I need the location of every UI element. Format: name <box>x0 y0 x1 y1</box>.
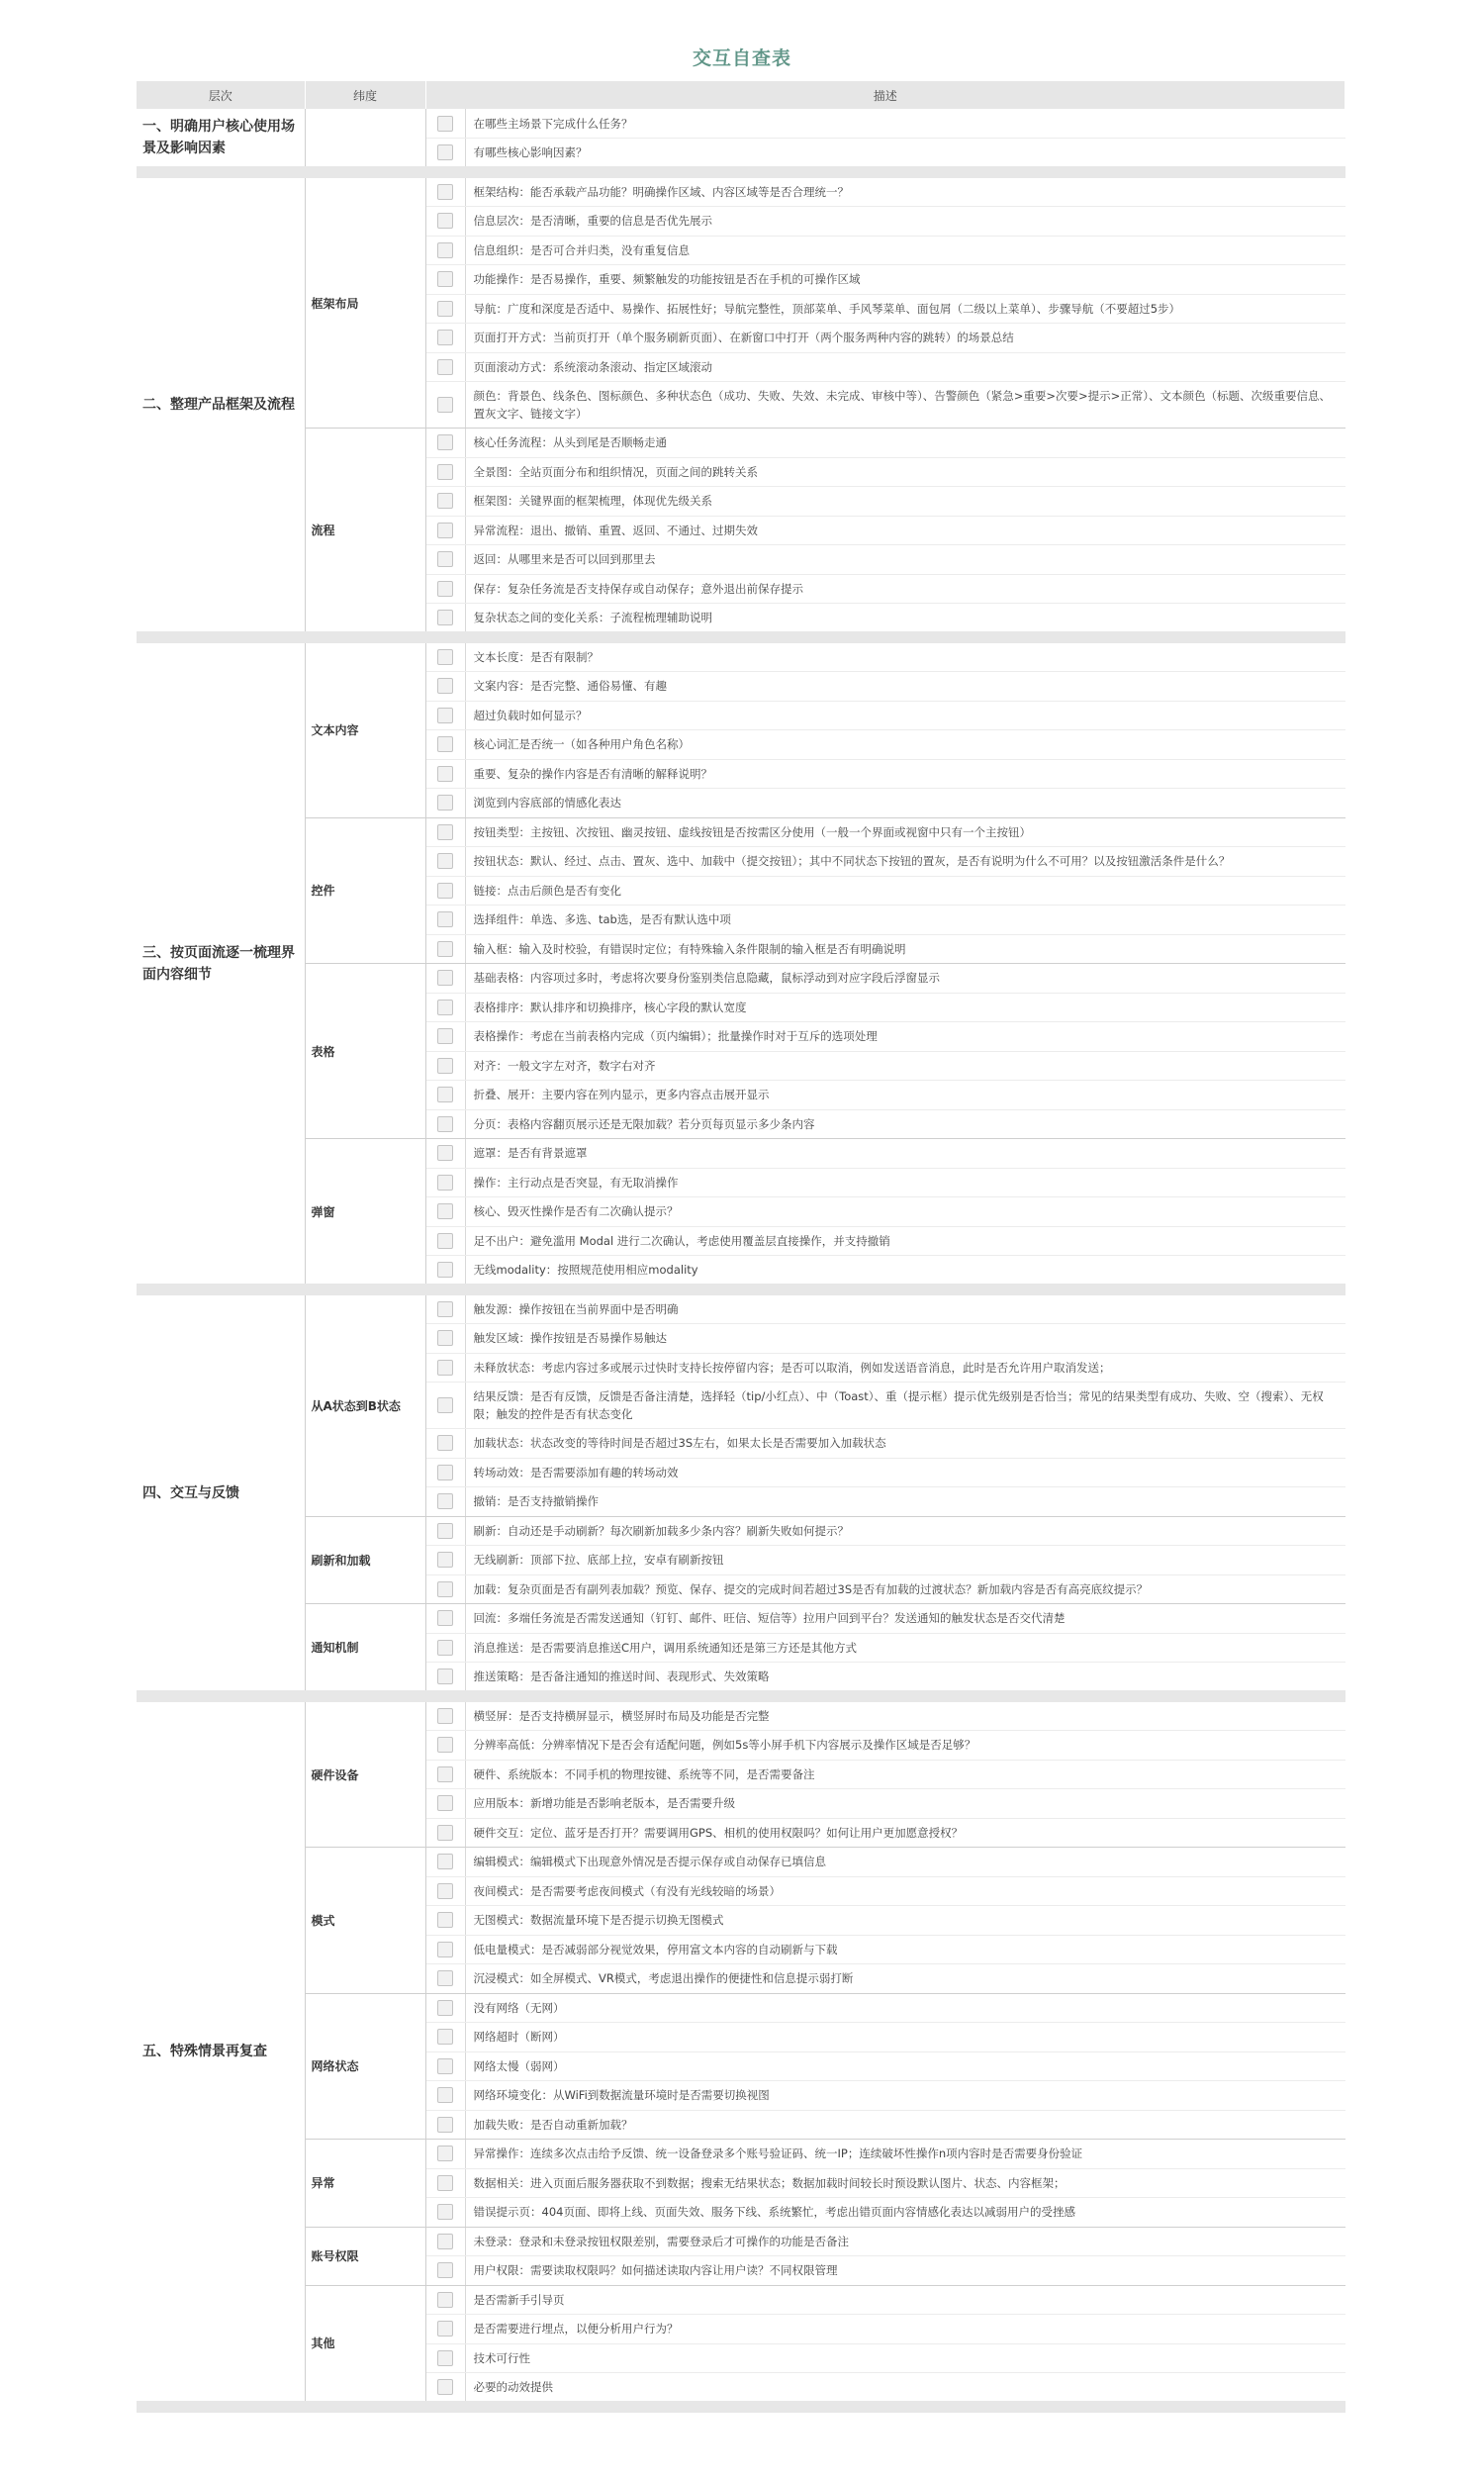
item-checkbox[interactable] <box>437 2292 453 2308</box>
checkbox-cell <box>425 847 465 877</box>
checkbox-cell <box>425 1516 465 1546</box>
item-checkbox[interactable] <box>437 1552 453 1568</box>
checkbox-cell <box>425 2051 465 2081</box>
item-checkbox[interactable] <box>437 736 453 752</box>
checkbox-cell <box>425 1633 465 1663</box>
item-description: 错误提示页：404页面、即将上线、页面失效、服务下线、系统繁忙，考虑出错页面内容情感化表达以减弱用户的受挫感 <box>465 2198 1345 2228</box>
item-checkbox[interactable] <box>437 1262 453 1278</box>
checkbox-cell <box>425 1324 465 1354</box>
checklist-row <box>137 1604 1345 1634</box>
item-description: 加载失败：是否自动重新加载？ <box>465 2110 1345 2140</box>
checkbox-cell <box>425 604 465 638</box>
item-description: 异常流程：退出、撤销、重置、返回、不通过、过期失效 <box>465 516 1345 545</box>
item-checkbox[interactable] <box>437 678 453 694</box>
checkbox-cell <box>425 817 465 847</box>
checkbox-cell <box>425 1022 465 1052</box>
item-checkbox[interactable] <box>437 1330 453 1346</box>
checkbox-cell <box>425 487 465 517</box>
checkbox-cell <box>425 1848 465 1877</box>
checkbox-cell <box>425 2023 465 2052</box>
item-checkbox[interactable] <box>437 1175 453 1191</box>
checkbox-cell <box>425 701 465 730</box>
checklist-row <box>137 2140 1345 2169</box>
checkbox-cell <box>425 1487 465 1517</box>
checkbox-cell <box>425 759 465 789</box>
dimension-label: 表格 <box>305 964 425 1139</box>
item-checkbox[interactable] <box>437 493 453 509</box>
checkbox-cell <box>425 1546 465 1575</box>
item-checkbox[interactable] <box>437 184 453 200</box>
item-checkbox[interactable] <box>437 911 453 927</box>
item-checkbox[interactable] <box>437 1523 453 1539</box>
checklist-row <box>137 172 1345 207</box>
item-checkbox[interactable] <box>437 2262 453 2278</box>
item-description: 颜色：背景色、线条色、图标颜色、多种状态色（成功、失败、失效、未完成、审核中等）、告警颜色（紧急>重要>次要>提示>正常）、文本颜色（标题、次级重要信息、置灰文字、链接文字） <box>465 382 1345 429</box>
item-checkbox[interactable] <box>437 242 453 258</box>
checkbox-cell <box>425 265 465 295</box>
item-description: 网络超时（断网） <box>465 2023 1345 2052</box>
checklist-row <box>137 2227 1345 2256</box>
item-checkbox[interactable] <box>437 853 453 869</box>
checklist-row <box>137 109 1345 139</box>
item-description: 按钮状态：默认、经过、点击、置灰、选中、加载中（提交按钮）；其中不同状态下按钮的置灰，是否有说明为什么不可用？以及按钮激活条件是什么？ <box>465 847 1345 877</box>
item-checkbox[interactable] <box>437 1883 453 1899</box>
item-description: 功能操作：是否易操作，重要、频繁触发的功能按钮是否在手机的可操作区域 <box>465 265 1345 295</box>
checkbox-cell <box>425 789 465 818</box>
item-description: 分页：表格内容翻页展示还是无限加载？若分页每页显示多少条内容 <box>465 1109 1345 1139</box>
checkbox-cell <box>425 2256 465 2286</box>
item-checkbox[interactable] <box>437 301 453 317</box>
item-checkbox[interactable] <box>437 1028 453 1044</box>
header-dimension: 纬度 <box>305 81 425 109</box>
checkbox-cell <box>425 2140 465 2169</box>
checklist-row <box>137 1848 1345 1877</box>
item-checkbox[interactable] <box>437 1610 453 1626</box>
checkbox-cell <box>425 2315 465 2344</box>
item-description: 无线modality：按照规范使用相应modality <box>465 1256 1345 1290</box>
item-checkbox[interactable] <box>437 1825 453 1841</box>
section-layer-label: 一、明确用户核心使用场景及影响因素 <box>137 109 305 172</box>
table-body <box>137 109 1345 2407</box>
item-checkbox[interactable] <box>437 1116 453 1132</box>
checkbox-cell <box>425 1818 465 1848</box>
item-description: 表格排序：默认排序和切换排序，核心字段的默认宽度 <box>465 993 1345 1022</box>
checkbox-cell <box>425 1383 465 1429</box>
item-description: 输入框：输入及时校验，有错误时定位；有特殊输入条件限制的输入框是否有明确说明 <box>465 934 1345 964</box>
item-description: 重要、复杂的操作内容是否有清晰的解释说明？ <box>465 759 1345 789</box>
item-checkbox[interactable] <box>437 1581 453 1597</box>
item-checkbox[interactable] <box>437 2379 453 2395</box>
dimension-label: 硬件设备 <box>305 1696 425 1848</box>
checkbox-cell <box>425 1109 465 1139</box>
item-description: 保存：复杂任务流是否支持保存或自动保存；意外退出前保存提示 <box>465 574 1345 604</box>
checkbox-cell <box>425 236 465 265</box>
dimension-label: 异常 <box>305 2140 425 2228</box>
checkbox-cell <box>425 906 465 935</box>
checklist-row <box>137 429 1345 458</box>
header-layer: 层次 <box>137 81 305 109</box>
page-title: 交互自查表 <box>692 48 791 69</box>
checklist-table <box>137 81 1345 2413</box>
item-description: 对齐：一般文字左对齐，数字右对齐 <box>465 1051 1345 1081</box>
item-checkbox[interactable] <box>437 397 453 413</box>
item-checkbox[interactable] <box>437 359 453 375</box>
item-description: 撤销：是否支持撤销操作 <box>465 1487 1345 1517</box>
item-description: 页面打开方式：当前页打开（单个服务刷新页面）、在新窗口中打开（两个服务两种内容的跳转）的场景总结 <box>465 324 1345 353</box>
checkbox-cell <box>425 2081 465 2111</box>
dimension-label: 从A状态到B状态 <box>305 1289 425 1516</box>
checkbox-cell <box>425 516 465 545</box>
checkbox-cell <box>425 1226 465 1256</box>
checkbox-cell <box>425 993 465 1022</box>
checkbox-cell <box>425 1168 465 1197</box>
checkbox-cell <box>425 1789 465 1819</box>
item-checkbox[interactable] <box>437 434 453 450</box>
item-description: 导航：广度和深度是否适中、易操作、拓展性好；导航完整性，顶部菜单、手风琴菜单、面包屑（二级以上菜单）、步骤导航（不要超过5步） <box>465 294 1345 324</box>
checkbox-cell <box>425 172 465 207</box>
item-description: 无图模式：数据流量环境下是否提示切换无图模式 <box>465 1906 1345 1936</box>
item-checkbox[interactable] <box>437 941 453 957</box>
checkbox-cell <box>425 1696 465 1731</box>
item-checkbox[interactable] <box>437 144 453 160</box>
checkbox-cell <box>425 2373 465 2408</box>
item-checkbox[interactable] <box>437 116 453 132</box>
item-description: 横竖屏：是否支持横屏显示，横竖屏时布局及功能是否完整 <box>465 1696 1345 1731</box>
item-description: 必要的动效提供 <box>465 2373 1345 2408</box>
item-description: 遮罩：是否有背景遮罩 <box>465 1139 1345 1169</box>
item-checkbox[interactable] <box>437 464 453 480</box>
item-description: 结果反馈：是否有反馈，反馈是否备注清楚，选择轻（tip/小红点）、中（Toast）、重（提示框）提示优先级别是否恰当；常见的结果类型有成功、失败、空（搜索）、无权限；触发的控件是否有状态变化 <box>465 1383 1345 1429</box>
table-header-row <box>137 81 1345 109</box>
dimension-label: 刷新和加载 <box>305 1516 425 1604</box>
checkbox-cell <box>425 1353 465 1383</box>
item-description: 网络太慢（弱网） <box>465 2051 1345 2081</box>
dimension-label: 网络状态 <box>305 1993 425 2140</box>
item-checkbox[interactable] <box>437 1669 453 1684</box>
item-description: 触发区域：操作按钮是否易操作易触达 <box>465 1324 1345 1354</box>
header-description: 描述 <box>425 81 1345 109</box>
item-checkbox[interactable] <box>437 271 453 287</box>
item-checkbox[interactable] <box>437 1493 453 1509</box>
item-description: 低电量模式：是否减弱部分视觉效果，停用富文本内容的自动刷新与下载 <box>465 1935 1345 1964</box>
item-checkbox[interactable] <box>437 1397 453 1413</box>
checkbox-cell <box>425 545 465 575</box>
dimension-label: 弹窗 <box>305 1139 425 1290</box>
checkbox-cell <box>425 730 465 760</box>
dimension-label: 通知机制 <box>305 1604 425 1697</box>
checkbox-cell <box>425 1256 465 1290</box>
item-description: 分辨率高低：分辨率情况下是否会有适配问题，例如5s等小屏手机下内容展示及操作区域是否足够？ <box>465 1731 1345 1761</box>
checkbox-cell <box>425 637 465 672</box>
item-checkbox[interactable] <box>437 1435 453 1451</box>
checkbox-cell <box>425 382 465 429</box>
item-checkbox[interactable] <box>437 708 453 723</box>
item-checkbox[interactable] <box>437 1301 453 1317</box>
item-description: 触发源：操作按钮在当前界面中是否明确 <box>465 1289 1345 1324</box>
checklist-row <box>137 1993 1345 2023</box>
item-checkbox[interactable] <box>437 2117 453 2133</box>
checkbox-cell <box>425 964 465 994</box>
checkbox-cell <box>425 2285 465 2315</box>
item-description: 在哪些主场景下完成什么任务？ <box>465 109 1345 139</box>
item-description: 加载状态：状态改变的等待时间是否超过3S左右，如果太长是否需要加入加载状态 <box>465 1429 1345 1459</box>
item-checkbox[interactable] <box>437 883 453 899</box>
item-description: 应用版本：新增功能是否影响老版本，是否需要升级 <box>465 1789 1345 1819</box>
dimension-label: 流程 <box>305 429 425 638</box>
section-layer-label: 二、整理产品框架及流程 <box>137 172 305 637</box>
item-description: 消息推送：是否需要消息推送C用户，调用系统通知还是第三方还是其他方式 <box>465 1633 1345 1663</box>
checklist-row <box>137 637 1345 672</box>
item-description: 是否需要进行埋点，以便分析用户行为？ <box>465 2315 1345 2344</box>
item-description: 网络环境变化：从WiFi到数据流量环境时是否需要切换视图 <box>465 2081 1345 2111</box>
checkbox-cell <box>425 876 465 906</box>
item-checkbox[interactable] <box>437 1640 453 1656</box>
item-checkbox[interactable] <box>437 1708 453 1724</box>
checkbox-cell <box>425 672 465 702</box>
checkbox-cell <box>425 1081 465 1110</box>
item-description: 加载：复杂页面是否有副列表加载？预览、保存、提交的完成时间若超过3S是否有加载的过渡状态？新加载内容是否有高亮底纹提示？ <box>465 1574 1345 1604</box>
checkbox-cell <box>425 207 465 237</box>
checklist-row <box>137 2285 1345 2315</box>
item-checkbox[interactable] <box>437 766 453 782</box>
checkbox-cell <box>425 1429 465 1459</box>
item-checkbox[interactable] <box>437 1233 453 1249</box>
dimension-label: 模式 <box>305 1848 425 1994</box>
checkbox-cell <box>425 352 465 382</box>
checkbox-cell <box>425 324 465 353</box>
item-description: 文案内容：是否完整、通俗易懂、有趣 <box>465 672 1345 702</box>
item-description: 复杂状态之间的变化关系：子流程梳理辅助说明 <box>465 604 1345 638</box>
item-description: 编辑模式：编辑模式下出现意外情况是否提示保存或自动保存已填信息 <box>465 1848 1345 1877</box>
item-description: 全景图：全站页面分布和组织情况，页面之间的跳转关系 <box>465 457 1345 487</box>
checkbox-cell <box>425 429 465 458</box>
checkbox-cell <box>425 1731 465 1761</box>
item-description: 超过负载时如何显示？ <box>465 701 1345 730</box>
item-checkbox[interactable] <box>437 1203 453 1219</box>
item-description: 推送策略：是否备注通知的推送时间、表现形式、失效策略 <box>465 1663 1345 1697</box>
item-checkbox[interactable] <box>437 795 453 811</box>
item-checkbox[interactable] <box>437 523 453 538</box>
checkbox-cell <box>425 457 465 487</box>
item-checkbox[interactable] <box>437 551 453 567</box>
item-description: 框架结构：能否承载产品功能？明确操作区域、内容区域等是否合理统一？ <box>465 172 1345 207</box>
item-checkbox[interactable] <box>437 2175 453 2191</box>
item-description: 有哪些核心影响因素？ <box>465 139 1345 173</box>
item-checkbox[interactable] <box>437 1970 453 1986</box>
checklist-table-wrapper <box>137 81 1345 2413</box>
checkbox-cell <box>425 1574 465 1604</box>
checkbox-cell <box>425 2198 465 2228</box>
dimension-label: 文本内容 <box>305 637 425 817</box>
item-description: 没有网络（无网） <box>465 1993 1345 2023</box>
item-checkbox[interactable] <box>437 213 453 229</box>
item-description: 折叠、展开：主要内容在列内显示，更多内容点击展开显示 <box>465 1081 1345 1110</box>
item-description: 链接：点击后颜色是否有变化 <box>465 876 1345 906</box>
item-description: 核心、毁灭性操作是否有二次确认提示？ <box>465 1197 1345 1227</box>
dimension-label: 框架布局 <box>305 172 425 429</box>
checklist-row <box>137 817 1345 847</box>
item-description: 无线刷新：顶部下拉、底部上拉，安卓有刷新按钮 <box>465 1546 1345 1575</box>
item-checkbox[interactable] <box>437 1058 453 1074</box>
checkbox-cell <box>425 1051 465 1081</box>
checkbox-cell <box>425 1935 465 1964</box>
section-layer-label: 三、按页面流逐一梳理界面内容细节 <box>137 637 305 1289</box>
checklist-row <box>137 1696 1345 1731</box>
checkbox-cell <box>425 2110 465 2140</box>
checkbox-cell <box>425 1289 465 1324</box>
checkbox-cell <box>425 1197 465 1227</box>
checkbox-cell <box>425 1906 465 1936</box>
item-checkbox[interactable] <box>437 1087 453 1102</box>
item-description: 异常操作：连续多次点击给予反馈、统一设备登录多个账号验证码、统一IP；连续破坏性操作n项内容时是否需要身份验证 <box>465 2140 1345 2169</box>
item-checkbox[interactable] <box>437 970 453 986</box>
item-description: 硬件、系统版本：不同手机的物理按键、系统等不同，是否需要备注 <box>465 1760 1345 1789</box>
checkbox-cell <box>425 1876 465 1906</box>
item-description: 回流：多端任务流是否需发送通知（钉钉、邮件、旺信、短信等）拉用户回到平台？发送通知的触发状态是否交代清楚 <box>465 1604 1345 1634</box>
item-checkbox[interactable] <box>437 2058 453 2074</box>
item-description: 表格操作：考虑在当前表格内完成（页内编辑）；批量操作时对于互斥的选项处理 <box>465 1022 1345 1052</box>
item-checkbox[interactable] <box>437 2204 453 2220</box>
item-description: 转场动效：是否需要添加有趣的转场动效 <box>465 1458 1345 1487</box>
item-description: 页面滚动方式：系统滚动条滚动、指定区域滚动 <box>465 352 1345 382</box>
item-description: 按钮类型：主按钮、次按钮、幽灵按钮、虚线按钮是否按需区分使用（一般一个界面或视窗中只有一个主按钮） <box>465 817 1345 847</box>
item-checkbox[interactable] <box>437 2000 453 2016</box>
item-checkbox[interactable] <box>437 581 453 597</box>
checkbox-cell <box>425 1993 465 2023</box>
item-description: 返回：从哪里来是否可以回到那里去 <box>465 545 1345 575</box>
item-description: 浏览到内容底部的情感化表达 <box>465 789 1345 818</box>
item-checkbox[interactable] <box>437 1360 453 1376</box>
checkbox-cell <box>425 1139 465 1169</box>
item-checkbox[interactable] <box>437 2350 453 2366</box>
item-checkbox[interactable] <box>437 2321 453 2337</box>
item-description: 信息组织：是否可合并归类，没有重复信息 <box>465 236 1345 265</box>
item-checkbox[interactable] <box>437 2087 453 2103</box>
item-checkbox[interactable] <box>437 2029 453 2045</box>
item-description: 沉浸模式：如全屏模式、VR模式，考虑退出操作的便捷性和信息提示弱打断 <box>465 1964 1345 1994</box>
checkbox-cell <box>425 1604 465 1634</box>
item-description: 刷新：自动还是手动刷新？每次刷新加载多少条内容？刷新失败如何提示？ <box>465 1516 1345 1546</box>
item-checkbox[interactable] <box>437 1795 453 1811</box>
item-description: 操作：主行动点是否突显，有无取消操作 <box>465 1168 1345 1197</box>
checklist-row <box>137 1289 1345 1324</box>
checklist-row <box>137 1139 1345 1169</box>
section-layer-label: 四、交互与反馈 <box>137 1289 305 1696</box>
checkbox-cell <box>425 294 465 324</box>
checkbox-cell <box>425 1663 465 1697</box>
item-description: 信息层次：是否清晰，重要的信息是否优先展示 <box>465 207 1345 237</box>
item-checkbox[interactable] <box>437 1942 453 1957</box>
item-description: 硬件交互：定位、蓝牙是否打开？需要调用GPS、相机的使用权限吗？如何让用户更加愿意授权？ <box>465 1818 1345 1848</box>
item-description: 足不出户：避免滥用 Modal 进行二次确认，考虑使用覆盖层直接操作，并支持撤销 <box>465 1226 1345 1256</box>
checkbox-cell <box>425 2168 465 2198</box>
item-description: 框架图：关键界面的框架梳理，体现优先级关系 <box>465 487 1345 517</box>
dimension-empty <box>305 109 425 172</box>
item-checkbox[interactable] <box>437 1766 453 1782</box>
checkbox-cell <box>425 2227 465 2256</box>
item-description: 未登录：登录和未登录按钮权限差别，需要登录后才可操作的功能是否备注 <box>465 2227 1345 2256</box>
item-description: 文本长度：是否有限制？ <box>465 637 1345 672</box>
item-description: 用户权限：需要读取权限吗？如何描述读取内容让用户读？不同权限管理 <box>465 2256 1345 2286</box>
item-description: 核心词汇是否统一（如各种用户角色名称） <box>465 730 1345 760</box>
dimension-label: 其他 <box>305 2285 425 2407</box>
item-checkbox[interactable] <box>437 1737 453 1753</box>
item-description: 基础表格：内容项过多时，考虑将次要身份鉴别类信息隐藏，鼠标浮动到对应字段后浮窗显示 <box>465 964 1345 994</box>
checkbox-cell <box>425 2343 465 2373</box>
item-checkbox[interactable] <box>437 2146 453 2161</box>
checkbox-cell <box>425 109 465 139</box>
checkbox-cell <box>425 1760 465 1789</box>
item-checkbox[interactable] <box>437 824 453 840</box>
checkbox-cell <box>425 1964 465 1994</box>
item-checkbox[interactable] <box>437 649 453 665</box>
item-description: 核心任务流程：从头到尾是否顺畅走通 <box>465 429 1345 458</box>
item-checkbox[interactable] <box>437 1465 453 1480</box>
item-description: 未释放状态：考虑内容过多或展示过快时支持长按停留内容；是否可以取消，例如发送语音消息，此时是否允许用户取消发送； <box>465 1353 1345 1383</box>
item-checkbox[interactable] <box>437 1854 453 1869</box>
checkbox-cell <box>425 574 465 604</box>
item-description: 技术可行性 <box>465 2343 1345 2373</box>
item-checkbox[interactable] <box>437 610 453 625</box>
checkbox-cell <box>425 1458 465 1487</box>
checkbox-cell <box>425 139 465 173</box>
item-description: 数据相关：进入页面后服务器获取不到数据；搜索无结果状态；数据加载时间较长时预设默认图片、状态、内容框架； <box>465 2168 1345 2198</box>
item-checkbox[interactable] <box>437 1145 453 1161</box>
dimension-label: 账号权限 <box>305 2227 425 2285</box>
checklist-row <box>137 1516 1345 1546</box>
dimension-label: 控件 <box>305 817 425 964</box>
checklist-row <box>137 964 1345 994</box>
checkbox-cell <box>425 934 465 964</box>
item-checkbox[interactable] <box>437 330 453 345</box>
item-description: 夜间模式：是否需要考虑夜间模式（有没有光线较暗的场景） <box>465 1876 1345 1906</box>
item-checkbox[interactable] <box>437 1000 453 1015</box>
item-checkbox[interactable] <box>437 2234 453 2249</box>
item-checkbox[interactable] <box>437 1912 453 1928</box>
section-layer-label: 五、特殊情景再复查 <box>137 1696 305 2407</box>
item-description: 是否需新手引导页 <box>465 2285 1345 2315</box>
item-description: 选择组件：单选、多选、tab选，是否有默认选中项 <box>465 906 1345 935</box>
